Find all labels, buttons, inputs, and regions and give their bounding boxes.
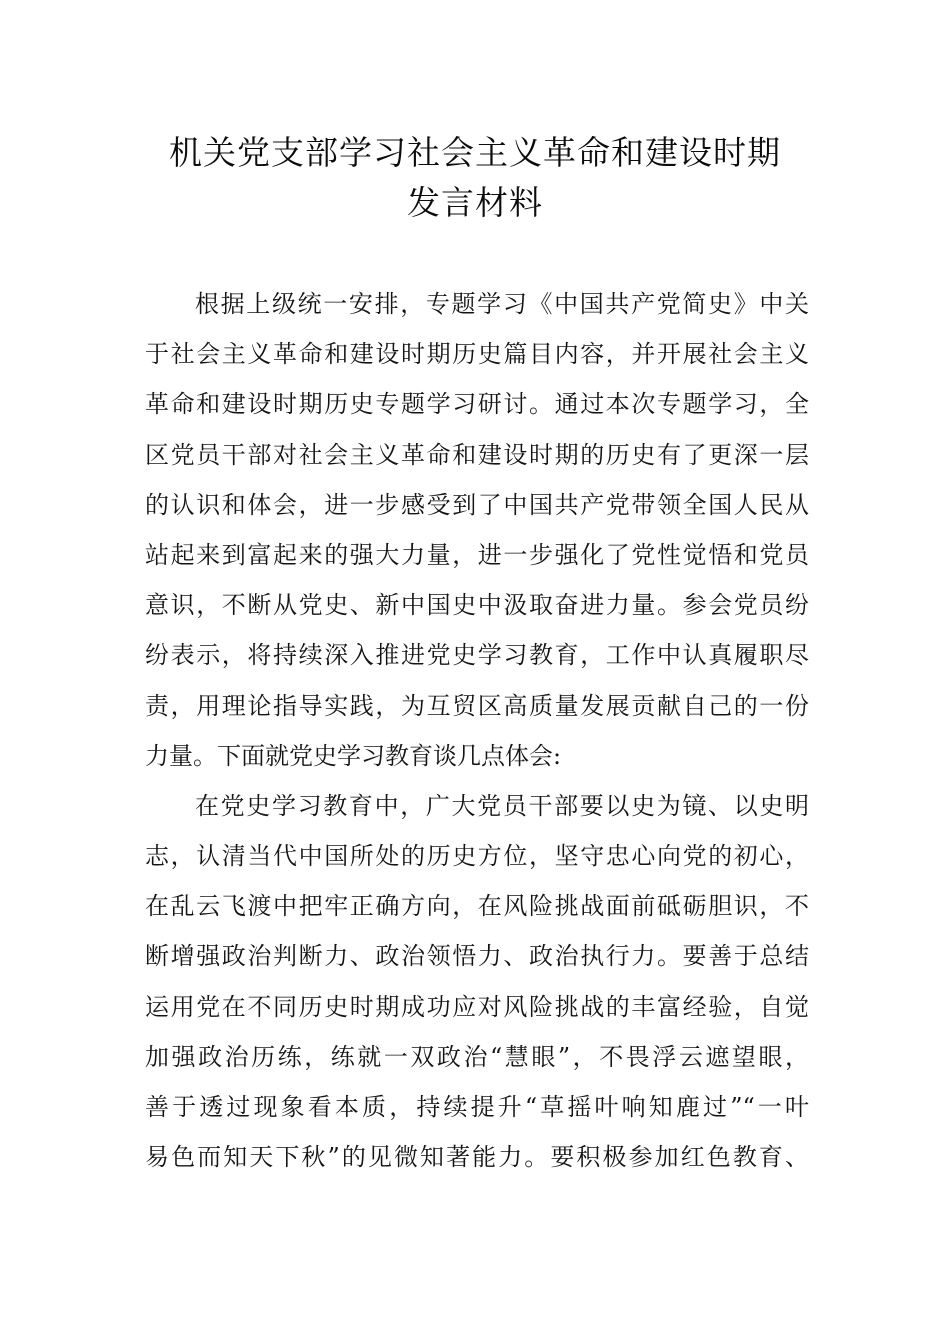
paragraph-2-line: 在乱云飞渡中把牢正确方向，在风险挑战面前砥砺胆识，不 [145,892,809,921]
paragraph-1-line: 区党员干部对社会主义革命和建设时期的历史有了更深一层 [145,440,809,469]
document-body [145,279,809,1182]
paragraph-2-line: 断增强政治判断力、政治领悟力、政治执行力。要善于总结 [145,942,809,971]
paragraph-1-line: 力量。下面就党史学习教育谈几点体会: [145,741,562,770]
paragraph-1-line: 于社会主义革命和建设时期历史篇目内容，并开展社会主义 [145,340,809,369]
paragraph-1-line: 站起来到富起来的强大力量，进一步强化了党性觉悟和党员 [145,540,809,569]
paragraph-2-line: 善于透过现象看本质，持续提升“草摇叶响知鹿过”“一叶 [145,1093,809,1121]
title-line-2: 发言材料 [407,183,543,222]
title-line-1: 机关党支部学习社会主义革命和建设时期 [169,133,781,172]
paragraph-2-line: 在党史学习教育中，广大党员干部要以史为镜、以史明 [195,791,809,820]
document-title [0,128,950,228]
paragraph-1-line: 纷表示，将持续深入推进党史学习教育，工作中认真履职尽 [145,641,809,670]
paragraph-1-line: 责，用理论指导实践，为互贸区高质量发展贡献自己的一份 [145,691,809,720]
paragraph-1-line: 根据上级统一安排，专题学习《中国共产党简史》中关 [195,290,809,318]
paragraph-2-line: 志，认清当代中国所处的历史方位，坚守忠心向党的初心， [145,842,809,871]
paragraph-2-line: 易色而知天下秋”的见微知著能力。要积极参加红色教育、 [145,1143,809,1172]
paragraph-1-line: 革命和建设时期历史专题学习研讨。通过本次专题学习，全 [145,390,809,419]
paragraph-2-line: 运用党在不同历史时期成功应对风险挑战的丰富经验，自觉 [145,992,809,1021]
paragraph-2-line: 加强政治历练，练就一双政治“慧眼”，不畏浮云遮望眼， [145,1042,809,1071]
paragraph-1-line: 意识，不断从党史、新中国史中汲取奋进力量。参会党员纷 [145,591,809,620]
paragraph-1-line: 的认识和体会，进一步感受到了中国共产党带领全国人民从 [145,490,809,519]
